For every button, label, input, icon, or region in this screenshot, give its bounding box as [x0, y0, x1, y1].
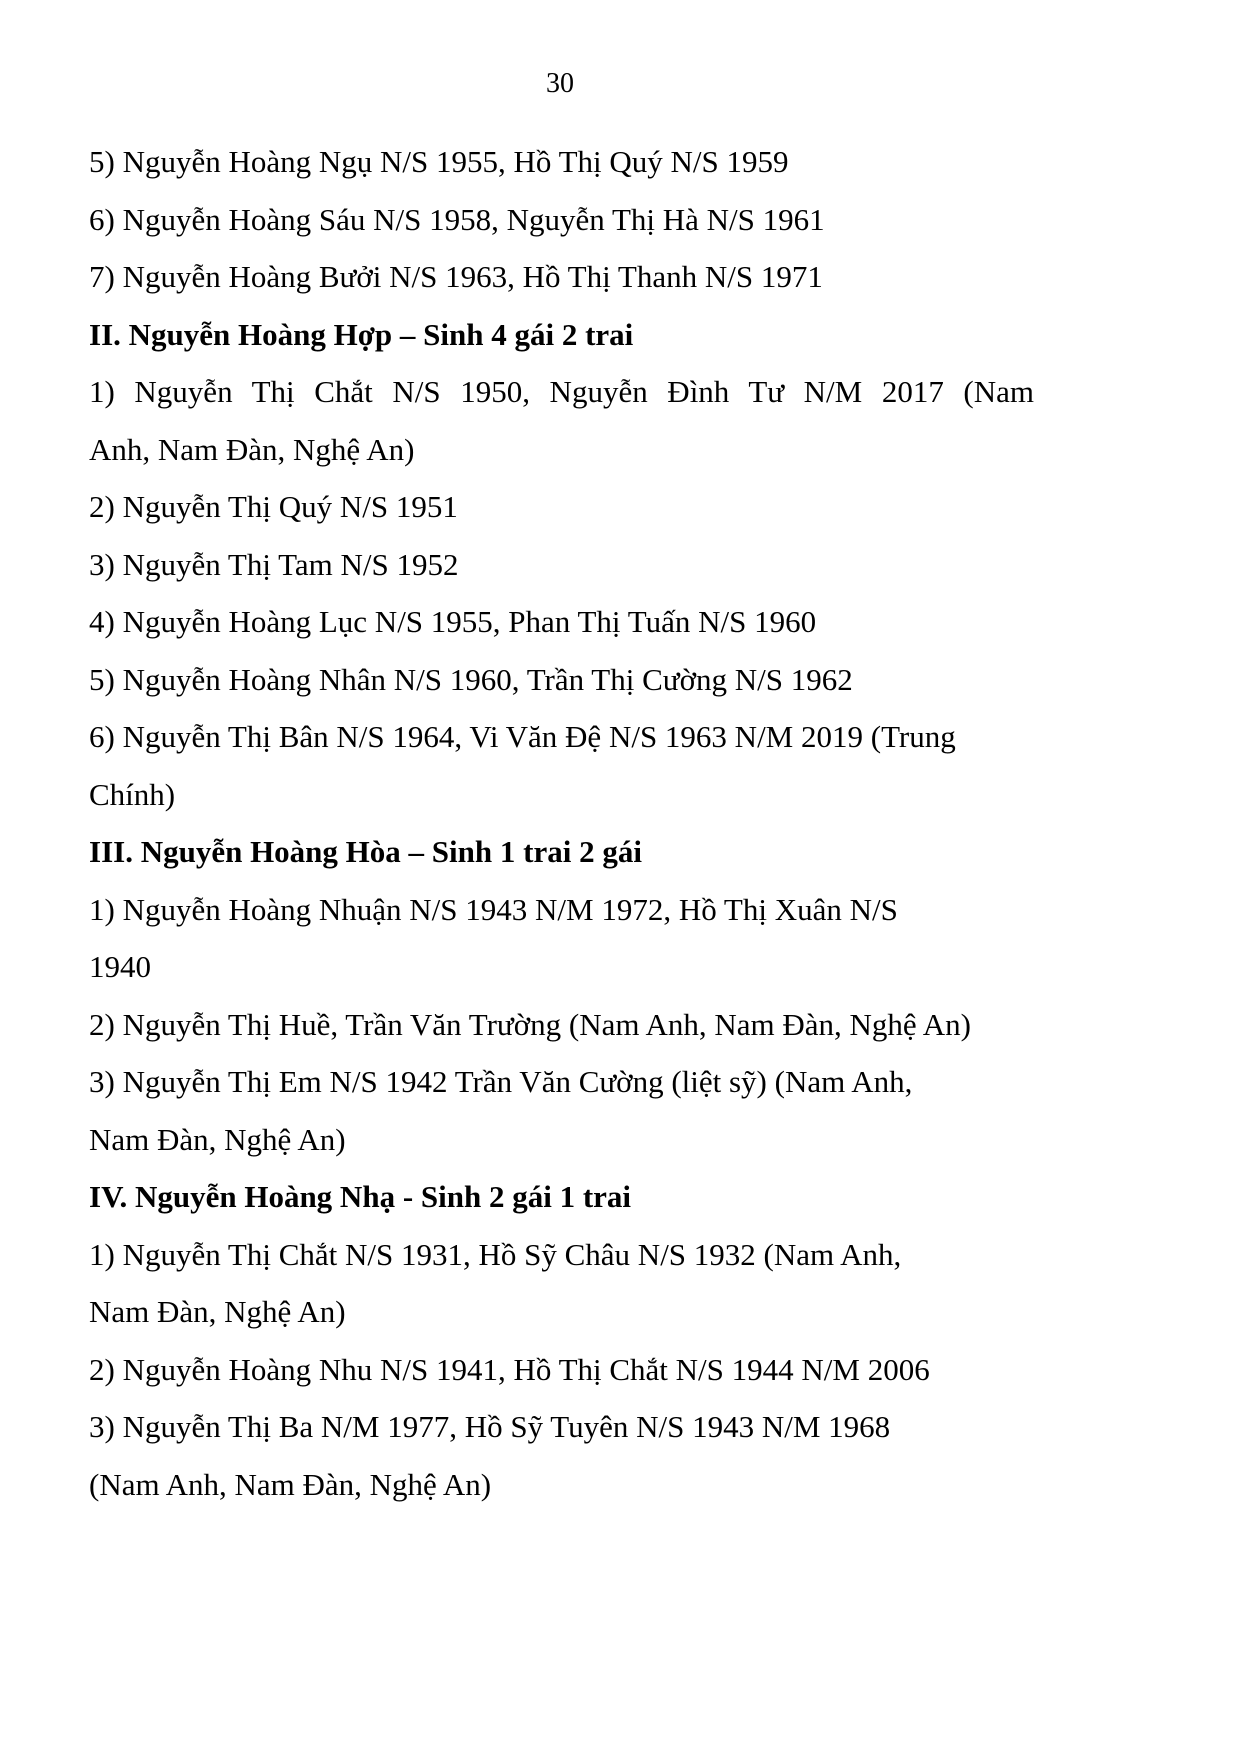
list-item: 5) Nguyễn Hoàng Ngụ N/S 1955, Hồ Thị Quý N/S 1959	[89, 144, 789, 179]
list-item: 3) Nguyễn Thị Ba N/M 1977, Hồ Sỹ Tuyên N/S 1943 N/M 1968	[89, 1409, 891, 1444]
section-heading: IV. Nguyễn Hoàng Nhạ - Sinh 2 gái 1 trai	[89, 1179, 632, 1214]
list-item-continuation: 1940	[89, 949, 151, 984]
list-item: 1) Nguyễn Hoàng Nhuận N/S 1943 N/M 1972, Hồ Thị Xuân N/S	[89, 891, 898, 927]
document-body	[89, 133, 1034, 1513]
list-item: 2) Nguyễn Hoàng Nhu N/S 1941, Hồ Thị Chắt N/S 1944 N/M 2006	[89, 1351, 930, 1387]
list-item: 3) Nguyễn Thị Em N/S 1942 Trần Văn Cường (liệt sỹ) (Nam Anh,	[89, 1064, 913, 1099]
list-item: 6) Nguyễn Hoàng Sáu N/S 1958, Nguyễn Thị Hà N/S 1961	[89, 201, 825, 237]
list-item-continuation: (Nam Anh, Nam Đàn, Nghệ An)	[89, 1466, 492, 1502]
list-item: 3) Nguyễn Thị Tam N/S 1952	[89, 546, 459, 582]
list-item-continuation: Nam Đàn, Nghệ An)	[89, 1294, 346, 1329]
section-heading: III. Nguyễn Hoàng Hòa – Sinh 1 trai 2 gái	[89, 834, 642, 869]
list-item: 5) Nguyễn Hoàng Nhân N/S 1960, Trần Thị Cường N/S 1962	[89, 661, 853, 697]
section-heading: II. Nguyễn Hoàng Hợp – Sinh 4 gái 2 trai	[89, 316, 634, 352]
list-item: 7) Nguyễn Hoàng Bưởi N/S 1963, Hồ Thị Thanh N/S 1971	[89, 259, 823, 294]
page-number: 30	[546, 68, 574, 99]
list-item: 1) Nguyễn Thị Chắt N/S 1950, Nguyễn Đình Tư N/M 2017 (Nam	[89, 374, 1034, 409]
list-item: 6) Nguyễn Thị Bân N/S 1964, Vi Văn Đệ N/S 1963 N/M 2019 (Trung	[89, 719, 956, 754]
list-item: 2) Nguyễn Thị Quý N/S 1951	[89, 489, 458, 524]
list-item: 1) Nguyễn Thị Chắt N/S 1931, Hồ Sỹ Châu N/S 1932 (Nam Anh,	[89, 1236, 902, 1272]
list-item-continuation: Anh, Nam Đàn, Nghệ An)	[89, 431, 415, 467]
list-item: 2) Nguyễn Thị Huề, Trần Văn Trường (Nam Anh, Nam Đàn, Nghệ An)	[89, 1006, 971, 1042]
list-item-continuation: Nam Đàn, Nghệ An)	[89, 1121, 346, 1157]
list-item: 4) Nguyễn Hoàng Lục N/S 1955, Phan Thị Tuấn N/S 1960	[89, 604, 817, 639]
list-item-continuation: Chính)	[89, 776, 176, 812]
